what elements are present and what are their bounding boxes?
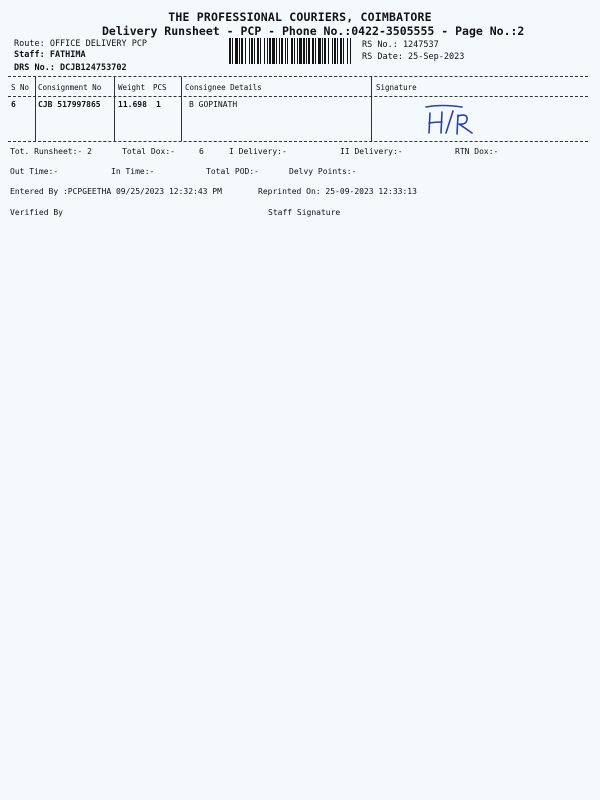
- rs-date: RS Date: 25-Sep-2023: [362, 52, 465, 62]
- cell-consignment-no: CJB 517997865: [38, 100, 101, 109]
- route-label: Route: OFFICE DELIVERY PCP: [14, 39, 148, 49]
- ii-delivery: II Delivery:-: [340, 147, 403, 156]
- reprinted-on: Reprinted On: 25-09-2023 12:33:13: [258, 187, 417, 196]
- delvy-points: Delvy Points:-: [289, 167, 357, 176]
- cell-weight: 11.698: [118, 100, 147, 109]
- col-divider: [114, 77, 115, 141]
- col-header-pcs: PCS: [153, 83, 167, 92]
- cell-sno: 6: [11, 100, 16, 109]
- col-header-signature: Signature: [376, 83, 417, 92]
- col-header-sno: S No: [11, 83, 30, 92]
- table-bottom-rule: [8, 141, 588, 142]
- verified-by: Verified By: [10, 208, 63, 217]
- total-dox-label: Total Dox:-: [122, 147, 175, 156]
- cell-pcs: 1: [156, 100, 161, 109]
- table-header-rule: [8, 96, 588, 97]
- entered-by: Entered By :PCPGEETHA 09/25/2023 12:32:43 PM: [10, 187, 222, 196]
- total-pod: Total POD:-: [206, 167, 259, 176]
- i-delivery: I Delivery:-: [229, 147, 287, 156]
- col-header-weight: Weight: [118, 83, 146, 92]
- barcode: [229, 38, 351, 64]
- col-divider: [181, 77, 182, 141]
- out-time: Out Time:-: [10, 167, 59, 176]
- staff-label: Staff: FATHIMA: [14, 50, 86, 60]
- col-divider: [371, 77, 372, 141]
- rtn-dox: RTN Dox:-: [455, 147, 499, 156]
- col-divider: [35, 77, 36, 141]
- total-dox-value: 6: [199, 147, 204, 156]
- col-header-consignment: Consignment No: [38, 83, 102, 92]
- col-header-consignee: Consignee Details: [185, 83, 262, 92]
- tot-runsheet: Tot. Runsheet:- 2: [10, 147, 92, 156]
- cell-consignee: B GOPINATH: [189, 100, 238, 109]
- rs-number: RS No.: 1247537: [362, 40, 439, 50]
- in-time: In Time:-: [111, 167, 155, 176]
- staff-signature: Staff Signature: [268, 208, 341, 217]
- table-top-rule: [8, 76, 588, 77]
- handwritten-signature: [422, 103, 478, 137]
- company-name: THE PROFESSIONAL COURIERS, COIMBATORE: [168, 10, 432, 24]
- runsheet-title: Delivery Runsheet - PCP - Phone No.:0422-3505555 - Page No.:2: [102, 24, 525, 38]
- drs-number: DRS No.: DCJB124753702: [14, 63, 127, 73]
